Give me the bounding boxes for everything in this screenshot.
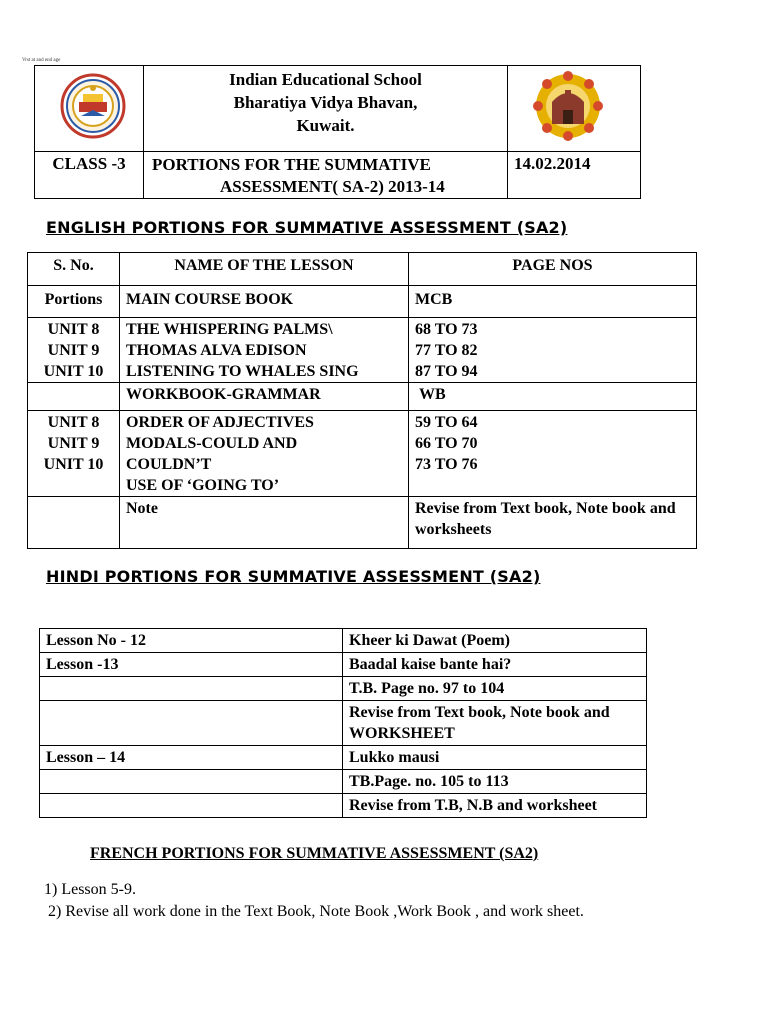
unit-label: UNIT 10	[43, 456, 104, 473]
hindi-table	[39, 628, 647, 818]
wb-label: WB	[409, 383, 697, 411]
french-section-title: FRENCH PORTIONS FOR SUMMATIVE ASSESSMENT (SA2)	[90, 845, 539, 862]
mcb-units-cell	[28, 318, 120, 383]
portions-label: Portions	[28, 286, 120, 318]
hindi-lesson-no	[40, 770, 343, 794]
school-emblem-icon	[35, 66, 143, 146]
header-table	[34, 65, 641, 199]
hindi-section-title: HINDI PORTIONS FOR SUMMATIVE ASSESSMENT (SA2)	[46, 567, 541, 586]
french-line-2: 2) Revise all work done in the Text Book, Note Book ,Work Book , and work sheet.	[48, 903, 584, 920]
unit-label: UNIT 9	[47, 342, 100, 359]
english-table	[27, 252, 697, 549]
workbook-grammar-label: WORKBOOK-GRAMMAR	[120, 383, 409, 411]
hindi-lesson-detail: Lukko mausi	[343, 746, 647, 770]
school-name-line-3: Kuwait.	[296, 116, 355, 135]
hindi-lesson-detail: Revise from Text book, Note book and WORKSHEET	[343, 701, 647, 746]
school-logo-right-cell	[508, 66, 641, 152]
lesson-name: USE OF ‘GOING TO’	[126, 477, 280, 494]
bhavan-emblem-icon	[508, 66, 640, 146]
hindi-lesson-no: Lesson -13	[40, 653, 343, 677]
page-range: 87 TO 94	[415, 363, 478, 380]
wb-lessons-cell	[120, 411, 409, 497]
page-range: 68 TO 73	[415, 321, 478, 338]
lesson-name: THE WHISPERING PALMS\	[126, 321, 333, 338]
hindi-lesson-no	[40, 701, 343, 746]
wb-units-cell	[28, 411, 120, 497]
lesson-name: COULDN’T	[126, 456, 212, 473]
page-range: 73 TO 76	[415, 456, 478, 473]
unit-label: UNIT 9	[47, 435, 100, 452]
note-empty-cell	[28, 497, 120, 549]
date-cell: 14.02.2014	[508, 152, 641, 199]
page-range: 66 TO 70	[415, 435, 478, 452]
french-line-1: 1) Lesson 5-9.	[44, 881, 136, 898]
wb-pages-cell	[409, 411, 697, 497]
workbook-empty-cell	[28, 383, 120, 411]
class-label: CLASS -3	[35, 152, 144, 199]
lesson-name: MODALS-COULD AND	[126, 435, 298, 452]
portions-title-line-1: PORTIONS FOR THE SUMMATIVE	[152, 155, 431, 174]
lesson-name: ORDER OF ADJECTIVES	[126, 414, 314, 431]
page-range: 77 TO 82	[415, 342, 478, 359]
mcb-label: MCB	[409, 286, 697, 318]
col-header-pages: PAGE NOS	[409, 253, 697, 286]
portions-title-line-2: ASSESSMENT( SA-2) 2013-14	[220, 177, 445, 196]
school-logo-left-cell	[35, 66, 144, 152]
hindi-lesson-no	[40, 677, 343, 701]
unit-label: UNIT 8	[47, 414, 100, 431]
note-label: Note	[120, 497, 409, 549]
hindi-lesson-detail: Baadal kaise bante hai?	[343, 653, 647, 677]
col-header-sno: S. No.	[28, 253, 120, 286]
main-course-book-label: MAIN COURSE BOOK	[120, 286, 409, 318]
portions-title-cell	[144, 152, 508, 199]
english-section-title: ENGLISH PORTIONS FOR SUMMATIVE ASSESSMENT (SA2)	[46, 218, 568, 237]
hindi-lesson-no: Lesson No - 12	[40, 629, 343, 653]
page-range: 59 TO 64	[415, 414, 478, 431]
col-header-lesson: NAME OF THE LESSON	[120, 253, 409, 286]
unit-label: UNIT 8	[47, 321, 100, 338]
hindi-lesson-detail: TB.Page. no. 105 to 113	[343, 770, 647, 794]
hindi-lesson-detail: Revise from T.B, N.B and worksheet	[343, 794, 647, 818]
unit-label: UNIT 10	[43, 363, 104, 380]
school-name-line-2: Bharatiya Vidya Bhavan,	[233, 93, 418, 112]
hindi-lesson-detail: T.B. Page no. 97 to 104	[343, 677, 647, 701]
school-name-line-1: Indian Educational School	[229, 70, 422, 89]
hindi-lesson-no: Lesson – 14	[40, 746, 343, 770]
page-note: Vrst at and end age	[22, 58, 61, 63]
lesson-name: LISTENING TO WHALES SING	[126, 363, 359, 380]
hindi-lesson-detail: Kheer ki Dawat (Poem)	[343, 629, 647, 653]
lesson-name: THOMAS ALVA EDISON	[126, 342, 307, 359]
mcb-lessons-cell	[120, 318, 409, 383]
school-name-cell	[144, 66, 508, 152]
note-text: Revise from Text book, Note book and worksheets	[409, 497, 697, 549]
hindi-lesson-no	[40, 794, 343, 818]
mcb-pages-cell	[409, 318, 697, 383]
